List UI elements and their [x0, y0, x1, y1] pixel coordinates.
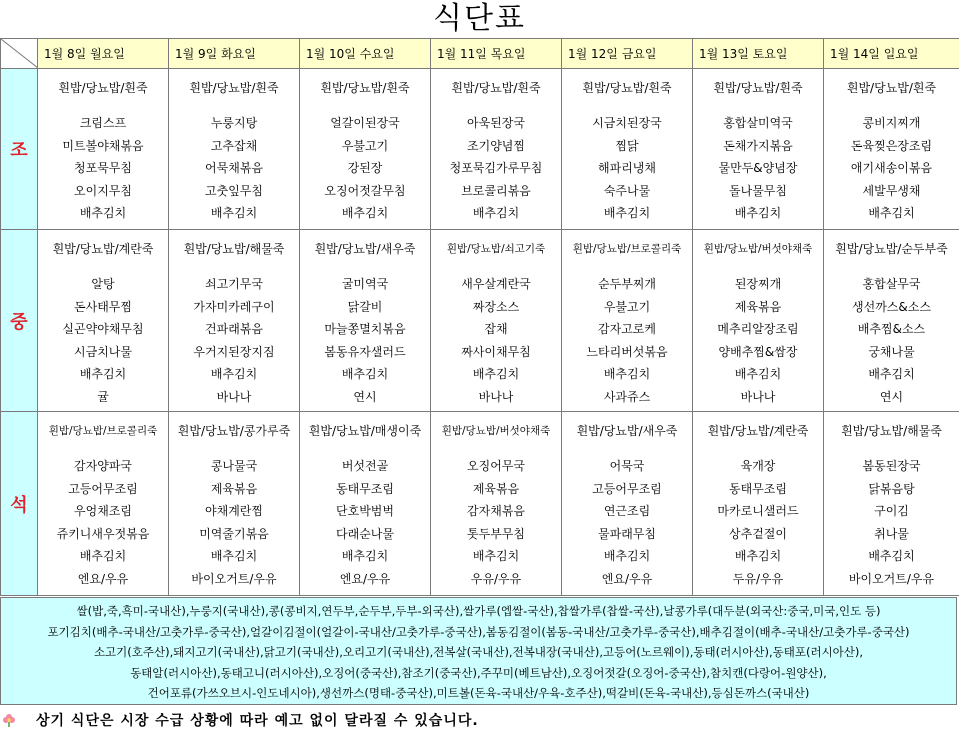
side-dish: 배추김치: [868, 549, 915, 563]
side-dish: 엔요/우유: [77, 571, 129, 586]
side-dish: 굴미역국: [341, 277, 389, 291]
side-dish: 잡채: [484, 322, 508, 336]
side-dish-list: [431, 98, 561, 225]
main-dish: 흰밥/당뇨밥/흰죽: [189, 81, 279, 95]
main-dish: 흰밥/당뇨밥/흰죽: [713, 81, 803, 95]
main-dish: 흰밥/당뇨밥/해물죽: [841, 424, 942, 438]
side-dish: 우거지된장지짐: [193, 344, 275, 359]
side-dish: 배추김치: [341, 549, 389, 563]
side-dish: 우불고기: [603, 299, 651, 314]
side-dish: 세발무생채: [862, 183, 921, 198]
side-dish: 돈채가지볶음: [723, 138, 793, 153]
main-dish: 흰밥/당뇨밥/콩가루죽: [177, 424, 291, 438]
menu-cell: [693, 69, 824, 230]
side-dish: 어묵국: [609, 459, 645, 473]
origin-line: 포기김치(배추-국내산/고춧가루-중국산),얼갈이김절이(얼갈이-국내산/고춧가루-중국산),봄동김절이(봄동-국내산/고춧가루-중국산),배추김절이(배추-국내산/고춧가루-중국산): [47, 624, 910, 639]
side-dish: 고등어무조림: [592, 481, 662, 496]
side-dish: 동태무조림: [729, 481, 787, 496]
side-dish: 미역줄기볶음: [199, 526, 269, 541]
side-dish: 콩비지찌개: [862, 116, 921, 130]
side-dish: 배추김치: [341, 206, 389, 220]
side-dish: 미트볼야채볶음: [62, 138, 144, 153]
side-dish-list: [300, 441, 430, 590]
side-dish-list: [693, 441, 823, 590]
side-dish-list: [693, 98, 823, 225]
meal-label: 중: [1, 230, 38, 412]
side-dish: 청포묵무침: [74, 161, 132, 175]
side-dish: 어묵채볶음: [205, 161, 263, 175]
meal-row-breakfast: [1, 69, 959, 230]
menu-cell: [824, 230, 959, 412]
side-dish-list: [824, 441, 959, 590]
header-row: [1, 39, 959, 69]
side-dish: 메추리알장조림: [717, 322, 799, 336]
side-dish: 오이지무침: [74, 183, 132, 198]
side-dish: 누룽지탕: [210, 116, 258, 130]
side-dish: 홍합살무국: [862, 277, 921, 291]
side-dish: 쥬키니새우젓볶음: [56, 526, 150, 541]
side-dish: 봄동된장국: [862, 459, 921, 473]
menu-cell: [824, 69, 959, 230]
side-dish-list: [300, 98, 430, 225]
side-dish: 고추잡채: [210, 138, 258, 153]
menu-cell: [562, 412, 693, 596]
menu-cell: [693, 412, 824, 596]
side-dish: 배추김치: [472, 206, 520, 220]
side-dish: 육개장: [740, 459, 776, 473]
side-dish: 마늘쫑멸치볶음: [324, 322, 406, 336]
side-dish: 연근조림: [603, 504, 651, 518]
side-dish: 배추김치: [734, 367, 782, 381]
side-dish: 배추김치: [341, 367, 389, 381]
side-dish: 배추김치: [210, 367, 258, 381]
side-dish: 연시: [353, 389, 377, 404]
menu-cell: [431, 412, 562, 596]
side-dish: 톳두부무침: [467, 526, 525, 541]
menu-cell: [431, 69, 562, 230]
side-dish: 배추김치: [603, 206, 651, 220]
side-dish-list: [693, 259, 823, 408]
side-dish: 생선까스&소스: [852, 299, 931, 314]
side-dish: 돈육찢은장조림: [850, 138, 933, 153]
side-dish: 연시: [879, 389, 904, 404]
side-dish: 닭볶음탕: [868, 481, 915, 496]
origin-line: 소고기(호주산),돼지고기(국내산),닭고기(국내산),오리고기(국내산),전복살(국내산),전복내장(국내산),고등어(노르웨이),동태(러시아산),동태포(러시아산),: [93, 645, 864, 659]
menu-cell: [824, 412, 959, 596]
meal-label: 석: [1, 412, 38, 596]
main-dish: 흰밥/당뇨밥/매생이죽: [308, 424, 422, 438]
side-dish-list: [169, 98, 299, 225]
menu-cell: [38, 230, 169, 412]
main-dish: 흰밥/당뇨밥/쇠고기죽: [446, 243, 546, 255]
diagonal-line-icon: [1, 39, 38, 68]
menu-cell: [562, 69, 693, 230]
side-dish: 짜사이채무침: [461, 344, 531, 359]
side-dish: 귤: [97, 389, 109, 404]
side-dish: 시금치된장국: [592, 116, 662, 130]
side-dish: 실곤약야채무침: [62, 322, 144, 336]
menu-cell: [300, 412, 431, 596]
flower-icon: [2, 713, 16, 727]
meal-row-lunch: [1, 230, 959, 412]
side-dish: 엔요/우유: [601, 571, 653, 586]
side-dish: 상추겉절이: [729, 526, 787, 541]
corner-cell: [1, 39, 38, 69]
side-dish: 두유/우유: [732, 571, 784, 586]
side-dish: 청포묵김가루무침: [449, 161, 543, 175]
side-dish: 아욱된장국: [467, 116, 525, 130]
side-dish: 버섯전골: [341, 459, 389, 473]
side-dish: 조기양념찜: [467, 138, 525, 153]
side-dish: 애기새송이볶음: [850, 161, 933, 175]
menu-cell: [169, 69, 300, 230]
side-dish: 구이김: [874, 504, 909, 518]
side-dish-list: [562, 441, 692, 590]
page-title: 식단표: [433, 1, 526, 36]
side-dish: 제육볶음: [472, 481, 520, 496]
main-dish: 흰밥/당뇨밥/브로콜리죽: [48, 425, 158, 437]
menu-cell: [300, 230, 431, 412]
side-dish: 배추김치: [472, 549, 520, 563]
side-dish: 우불고기: [341, 138, 389, 153]
origin-line: 쌀(밥,죽,흑미-국내산),누룽지(국내산),콩(콩비지,연두부,순두부,두부-외국산),쌀가루(엡쌀-국산),찹쌀가루(찹쌀-국산),날콩가루(대두분(외국산:중국,미국,인도 등): [76, 604, 881, 618]
notice-text: 상기 식단은 시장 수급 상황에 따라 예고 없이 달라질 수 있습니다.: [36, 713, 479, 729]
main-dish: 흰밥/당뇨밥/흰죽: [582, 81, 672, 95]
side-dish: 사과쥬스: [603, 389, 651, 404]
main-dish: 흰밥/당뇨밥/흰죽: [451, 81, 541, 95]
main-dish: 흰밥/당뇨밥/브로콜리죽: [572, 243, 682, 255]
side-dish: 배추김치: [734, 206, 782, 220]
main-dish: 흰밥/당뇨밥/버섯야채죽: [703, 243, 813, 255]
side-dish-list: [38, 259, 168, 408]
menu-cell: [562, 230, 693, 412]
side-dish: 고등어무조림: [68, 481, 138, 496]
side-dish: 닭갈비: [347, 299, 383, 314]
main-dish: 흰밥/당뇨밥/순두부죽: [835, 242, 948, 256]
date-header: 1월 9일 화요일: [169, 39, 300, 69]
side-dish: 새우살계란국: [461, 277, 531, 291]
side-dish: 얼갈이된장국: [330, 116, 400, 130]
side-dish: 취나물: [874, 526, 909, 541]
side-dish: 크림스프: [79, 116, 127, 130]
side-dish: 바이오거트/우유: [848, 571, 935, 586]
side-dish: 알탕: [91, 277, 115, 291]
side-dish: 배추찜&소스: [857, 322, 926, 336]
side-dish: 건파래볶음: [205, 322, 263, 336]
side-dish: 바나나: [740, 389, 776, 404]
main-dish: 흰밥/당뇨밥/계란죽: [52, 242, 154, 256]
side-dish-list: [300, 259, 430, 408]
side-dish: 우엉채조림: [74, 504, 132, 518]
side-dish: 가자미카레구이: [193, 299, 275, 314]
main-dish: 흰밥/당뇨밥/해물죽: [183, 242, 285, 256]
side-dish: 홍합살미역국: [723, 116, 793, 130]
meal-label: 조: [1, 69, 38, 230]
side-dish-list: [169, 441, 299, 590]
menu-table: [0, 38, 959, 596]
side-dish: 느타리버섯볶음: [586, 344, 668, 359]
date-header: 1월 14일 일요일: [824, 39, 959, 69]
side-dish: 궁채나물: [868, 344, 915, 359]
main-dish: 흰밥/당뇨밥/계란죽: [707, 424, 809, 438]
date-header: 1월 13일 토요일: [693, 39, 824, 69]
date-header: 1월 12일 금요일: [562, 39, 693, 69]
side-dish: 동태무조림: [336, 481, 394, 496]
menu-cell: [169, 412, 300, 596]
side-dish: 짜장소스: [472, 299, 520, 314]
side-dish: 순두부찌개: [598, 277, 656, 291]
side-dish: 우유/우유: [470, 571, 522, 586]
side-dish: 시금치나물: [74, 344, 132, 359]
side-dish: 배추김치: [79, 549, 127, 563]
origin-line: 건어포류(가쓰오브시-인도네시아),생선까스(명태-중국산),미트볼(돈육-국내산/우육-호주산),떡갈비(돈육-국내산),등심돈까스(국내산): [147, 686, 810, 700]
side-dish: 콩나물국: [210, 459, 258, 473]
side-dish: 단호박범벅: [336, 504, 394, 518]
side-dish: 물만두&양념장: [718, 161, 798, 175]
date-header: 1월 8일 월요일: [38, 39, 169, 69]
side-dish-list: [431, 441, 561, 590]
side-dish-list: [562, 259, 692, 408]
side-dish: 제육볶음: [734, 299, 782, 314]
menu-cell: [693, 230, 824, 412]
side-dish: 배추김치: [868, 367, 915, 381]
side-dish: 감자채볶음: [467, 504, 525, 518]
main-dish: 흰밥/당뇨밥/흰죽: [320, 81, 410, 95]
side-dish-list: [169, 259, 299, 408]
side-dish: 돌나물무침: [729, 183, 787, 198]
date-header: 1월 10일 수요일: [300, 39, 431, 69]
side-dish: 배추김치: [79, 367, 127, 381]
side-dish: 고춧잎무침: [205, 183, 263, 198]
side-dish: 배추김치: [79, 206, 127, 220]
origin-line: 동태알(러시아산),동태고니(러시아산),오징어(중국산),참조기(중국산),주꾸미(베트남산),오징어젓갈(오징어-중국산),참치캔(다랑어-원양산),: [130, 665, 827, 680]
meal-row-dinner: [1, 412, 959, 596]
main-dish: 흰밥/당뇨밥/흰죽: [846, 81, 937, 95]
menu-cell: [169, 230, 300, 412]
side-dish: 배추김치: [210, 206, 258, 220]
side-dish-list: [824, 259, 959, 408]
side-dish: 제육볶음: [210, 481, 258, 496]
side-dish: 브로콜리볶음: [461, 183, 531, 198]
side-dish-list: [431, 259, 561, 408]
side-dish: 배추김치: [868, 206, 915, 220]
side-dish: 된장찌개: [734, 277, 782, 291]
side-dish: 양배추찜&쌈장: [718, 344, 798, 359]
main-dish: 흰밥/당뇨밥/새우죽: [314, 242, 416, 256]
side-dish: 바이오거트/우유: [191, 571, 277, 586]
side-dish: 배추김치: [210, 549, 258, 563]
notice: [0, 708, 959, 735]
side-dish: 바나나: [478, 389, 514, 404]
side-dish: 강된장: [347, 161, 383, 175]
side-dish: 야채계란찜: [205, 504, 263, 518]
side-dish-list: [38, 98, 168, 225]
side-dish: 봄동유자샐러드: [324, 344, 406, 359]
side-dish-list: [562, 98, 692, 225]
side-dish-list: [38, 441, 168, 590]
side-dish-list: [824, 98, 959, 225]
side-dish: 마카로니샐러드: [717, 504, 799, 518]
side-dish: 배추김치: [472, 367, 520, 381]
side-dish: 찜닭: [615, 138, 639, 153]
side-dish: 숙주나물: [603, 183, 651, 198]
date-header: 1월 11일 목요일: [431, 39, 562, 69]
side-dish: 배추김치: [734, 549, 782, 563]
side-dish: 바나나: [216, 389, 252, 404]
side-dish: 쇠고기무국: [205, 277, 263, 291]
menu-cell: [300, 69, 431, 230]
menu-cell: [431, 230, 562, 412]
side-dish: 돈사태무찜: [74, 299, 132, 314]
side-dish: 오징어젓갈무침: [324, 183, 406, 198]
side-dish: 배추김치: [603, 549, 651, 563]
side-dish: 감자고로케: [598, 322, 656, 336]
origin-info: [0, 597, 957, 705]
main-dish: 흰밥/당뇨밥/버섯야채죽: [441, 425, 551, 437]
main-dish: 흰밥/당뇨밥/흰죽: [58, 81, 148, 95]
side-dish: 해파리냉채: [598, 161, 656, 175]
side-dish: 오징어무국: [467, 459, 525, 473]
menu-cell: [38, 69, 169, 230]
side-dish: 물파래무침: [598, 526, 656, 541]
side-dish: 감자양파국: [74, 459, 132, 473]
main-dish: 흰밥/당뇨밥/새우죽: [576, 424, 678, 438]
side-dish: 다래순나물: [336, 526, 394, 541]
side-dish: 엔요/우유: [339, 571, 391, 586]
side-dish: 배추김치: [603, 367, 651, 381]
menu-cell: [38, 412, 169, 596]
